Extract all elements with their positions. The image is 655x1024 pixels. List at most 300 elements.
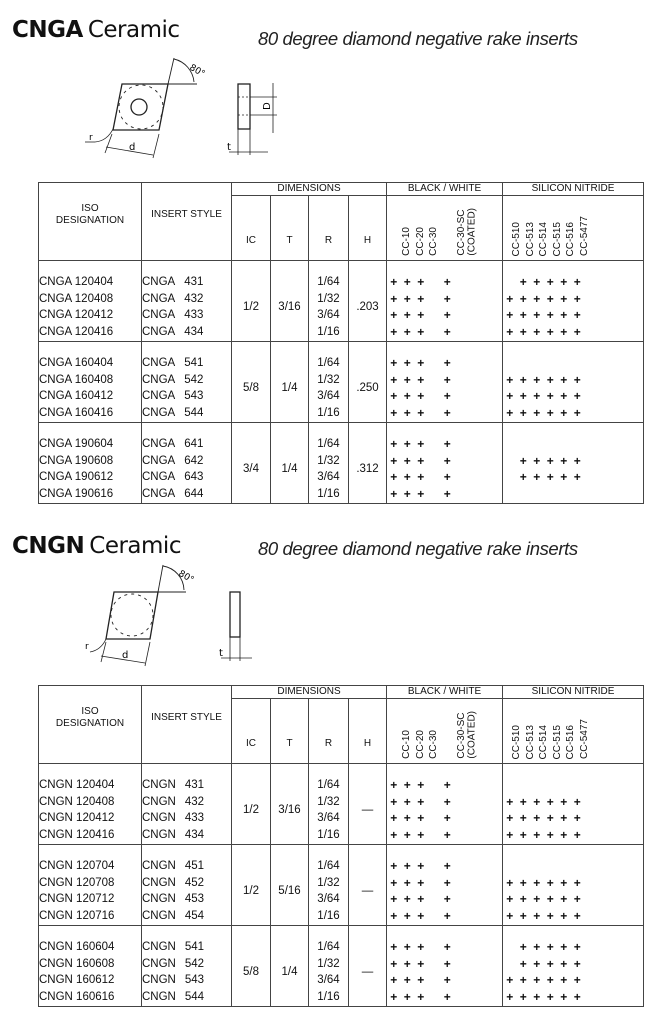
- grade-label: CC-20: [414, 730, 426, 759]
- available-mark: +: [506, 405, 514, 420]
- insert-style: [142, 274, 231, 291]
- t-cell: 3/16: [271, 261, 309, 342]
- insert-style: [142, 989, 231, 1006]
- sn-availability-cell: [503, 764, 644, 845]
- available-mark: +: [506, 908, 514, 923]
- radius-label: r: [89, 133, 93, 143]
- t-cell: 5/16: [271, 845, 309, 926]
- header-iso-line: ISO: [81, 202, 99, 214]
- available-mark: +: [506, 892, 514, 906]
- available-mark: +: [573, 291, 581, 306]
- bw-availability-row: [387, 810, 502, 827]
- style-number: 543: [184, 390, 204, 402]
- available-mark: +: [403, 940, 411, 954]
- ic-cell: 1/2: [232, 845, 271, 926]
- radius-cell: [309, 926, 349, 1007]
- iso-designation: CNGN 120404: [39, 779, 115, 791]
- available-mark: +: [506, 324, 514, 339]
- style-number: 644: [184, 487, 204, 500]
- sn-availability-row: [503, 436, 643, 453]
- sn-availability-row: [503, 274, 643, 291]
- available-mark: +: [506, 989, 514, 1004]
- h-cell: —: [349, 926, 387, 1007]
- radius-cell: [309, 423, 349, 504]
- available-mark: +: [533, 372, 541, 387]
- style-prefix: CNGN: [142, 974, 176, 986]
- bw-availability-row: [387, 989, 502, 1006]
- style-number: 643: [184, 471, 204, 483]
- iso-designation: CNGN 120412: [39, 812, 115, 824]
- header-iso-line: DESIGNATION: [55, 717, 125, 729]
- header-dim-col: IC: [232, 196, 271, 261]
- ic-cell: 1/2: [232, 261, 271, 342]
- available-mark: +: [560, 453, 568, 468]
- available-mark: +: [506, 308, 514, 322]
- insert-diagram-cnga: [85, 55, 300, 165]
- sn-availability-row: [503, 388, 643, 405]
- style-number: 454: [184, 909, 205, 922]
- available-mark: +: [560, 324, 568, 339]
- radius-value: 1/32: [317, 292, 340, 305]
- grade-label: CC-30: [428, 227, 440, 256]
- iso-designation: CNGN 120708: [39, 876, 115, 889]
- available-mark: +: [443, 275, 451, 289]
- grade-label: CC-510: [511, 724, 523, 759]
- available-mark: +: [403, 291, 411, 306]
- radius-cell: [309, 261, 349, 342]
- available-mark: +: [417, 405, 425, 420]
- sn-availability-row: [503, 372, 643, 389]
- header-dim-col: H: [349, 196, 387, 261]
- radius-value: 1/32: [317, 957, 340, 970]
- insert-style: [142, 469, 231, 486]
- available-mark: +: [443, 827, 451, 842]
- bw-availability-row: [387, 405, 502, 422]
- available-mark: +: [390, 437, 398, 451]
- grade-label: CC-20: [414, 227, 426, 256]
- available-mark: +: [390, 372, 398, 387]
- available-mark: +: [417, 308, 425, 322]
- available-mark: +: [573, 372, 581, 387]
- bw-availability-cell: [387, 423, 503, 504]
- header-dim-col: T: [271, 699, 309, 764]
- available-mark: +: [390, 794, 398, 809]
- bw-availability-row: [387, 307, 502, 324]
- available-mark: +: [506, 372, 514, 387]
- available-mark: +: [573, 453, 581, 468]
- style-number: 433: [184, 309, 204, 321]
- available-mark: +: [443, 356, 451, 370]
- sn-availability-row: [503, 972, 643, 989]
- bw-availability-row: [387, 972, 502, 989]
- available-mark: +: [560, 892, 568, 906]
- bw-grade-labels: [387, 699, 502, 763]
- grade-label: CC-515: [551, 724, 563, 759]
- insert-style: [142, 777, 231, 794]
- grade-label: CC-10: [401, 227, 413, 256]
- available-mark: +: [519, 908, 527, 923]
- style-prefix: CNGN: [142, 812, 176, 824]
- style-prefix: CNGA: [142, 406, 176, 419]
- available-mark: +: [546, 973, 554, 987]
- insert-style: [142, 291, 231, 308]
- sn-availability-row: [503, 405, 643, 422]
- available-mark: +: [403, 973, 411, 987]
- available-mark: +: [390, 291, 398, 306]
- available-mark: +: [533, 892, 541, 906]
- radius-cell: [309, 845, 349, 926]
- bw-availability-row: [387, 875, 502, 892]
- available-mark: +: [443, 453, 451, 468]
- available-mark: +: [417, 275, 425, 289]
- sn-availability-row: [503, 908, 643, 925]
- available-mark: +: [573, 811, 581, 825]
- grade-label: CC-513: [524, 221, 536, 256]
- available-mark: +: [546, 811, 554, 825]
- available-mark: +: [573, 956, 581, 971]
- available-mark: +: [417, 892, 425, 906]
- available-mark: +: [533, 940, 541, 954]
- bw-availability-cell: [387, 342, 503, 423]
- available-mark: +: [403, 794, 411, 809]
- available-mark: +: [560, 956, 568, 971]
- available-mark: +: [390, 308, 398, 322]
- insert-style: [142, 810, 231, 827]
- available-mark: +: [403, 389, 411, 403]
- radius-value: 1/64: [317, 860, 340, 872]
- available-mark: +: [519, 973, 527, 987]
- sn-availability-row: [503, 810, 643, 827]
- style-number: 542: [184, 957, 205, 970]
- available-mark: +: [403, 405, 411, 420]
- style-number: 544: [184, 406, 204, 419]
- available-mark: +: [519, 405, 527, 420]
- radius-value: 3/64: [317, 309, 340, 321]
- available-mark: +: [546, 908, 554, 923]
- style-number: 641: [184, 438, 204, 450]
- available-mark: +: [533, 989, 541, 1004]
- sn-availability-cell: [503, 845, 644, 926]
- grade-label-coated: [457, 711, 478, 759]
- radius-value: 1/32: [317, 373, 340, 386]
- grade-label: CC-10: [401, 730, 413, 759]
- available-mark: +: [443, 437, 451, 451]
- available-mark: +: [533, 470, 541, 484]
- available-mark: +: [403, 956, 411, 971]
- style-number: 544: [184, 990, 205, 1003]
- available-mark: +: [533, 275, 541, 289]
- available-mark: +: [560, 908, 568, 923]
- insert-style: [142, 324, 231, 341]
- bw-availability-row: [387, 858, 502, 875]
- table-row-group: [39, 926, 644, 1007]
- bw-availability-cell: [387, 261, 503, 342]
- available-mark: +: [443, 859, 451, 873]
- h-cell: .250: [349, 342, 387, 423]
- available-mark: +: [417, 875, 425, 890]
- style-number: 432: [184, 795, 205, 808]
- available-mark: +: [403, 275, 411, 289]
- style-prefix: CNGN: [142, 828, 176, 841]
- insert-style: [142, 388, 231, 405]
- available-mark: +: [573, 827, 581, 842]
- header-bw-grades: [387, 196, 503, 261]
- side-profile: [230, 592, 240, 637]
- section-title: [12, 17, 180, 43]
- section-subtitle: 80 degree diamond negative rake inserts: [258, 538, 578, 559]
- bw-availability-row: [387, 827, 502, 844]
- iso-designation-cell: [39, 261, 142, 342]
- available-mark: +: [403, 989, 411, 1004]
- sn-availability-row: [503, 453, 643, 470]
- radius-value: 3/64: [317, 471, 340, 483]
- radius-value: 1/16: [317, 909, 340, 922]
- available-mark: +: [443, 308, 451, 322]
- header-silicon-nitride: SILICON NITRIDE: [503, 183, 644, 196]
- available-mark: +: [417, 778, 425, 792]
- iso-designation: CNGA 190612: [39, 471, 114, 483]
- available-mark: +: [443, 973, 451, 987]
- header-black-white: BLACK / WHITE: [387, 183, 503, 196]
- title-code: CNGN: [12, 533, 85, 559]
- available-mark: +: [443, 778, 451, 792]
- available-mark: +: [533, 827, 541, 842]
- available-mark: +: [417, 356, 425, 370]
- available-mark: +: [573, 892, 581, 906]
- style-number: 433: [184, 812, 205, 824]
- grade-label: CC-515: [551, 221, 563, 256]
- title-material: Ceramic: [87, 17, 180, 43]
- style-number: 432: [184, 292, 204, 305]
- available-mark: +: [560, 794, 568, 809]
- style-prefix: CNGA: [142, 276, 176, 288]
- sn-availability-row: [503, 956, 643, 973]
- available-mark: +: [403, 372, 411, 387]
- insert-style: [142, 956, 231, 973]
- header-dim-col: R: [309, 196, 349, 261]
- available-mark: +: [560, 470, 568, 484]
- header-dim-col: H: [349, 699, 387, 764]
- t-label: t: [219, 648, 223, 659]
- available-mark: +: [417, 794, 425, 809]
- t-cell: 3/16: [271, 764, 309, 845]
- header-silicon-nitride: SILICON NITRIDE: [503, 686, 644, 699]
- iso-designation-cell: [39, 926, 142, 1007]
- style-prefix: CNGN: [142, 893, 176, 905]
- available-mark: +: [573, 389, 581, 403]
- header-dim-col: IC: [232, 699, 271, 764]
- header-dim-col: R: [309, 699, 349, 764]
- header-band-row: [39, 686, 644, 699]
- available-mark: +: [533, 956, 541, 971]
- available-mark: +: [519, 940, 527, 954]
- available-mark: +: [519, 989, 527, 1004]
- insert-style: [142, 794, 231, 811]
- available-mark: +: [390, 486, 398, 501]
- bw-availability-row: [387, 794, 502, 811]
- available-mark: +: [519, 794, 527, 809]
- available-mark: +: [560, 372, 568, 387]
- sn-availability-row: [503, 307, 643, 324]
- available-mark: +: [519, 372, 527, 387]
- sn-grade-labels: [503, 196, 643, 260]
- header-dimensions: DIMENSIONS: [232, 183, 387, 196]
- header-iso-line: ISO: [81, 705, 99, 717]
- insert-style-cell: [142, 423, 232, 504]
- h-cell: .203: [349, 261, 387, 342]
- available-mark: +: [573, 405, 581, 420]
- sn-availability-row: [503, 827, 643, 844]
- available-mark: +: [403, 827, 411, 842]
- available-mark: +: [417, 291, 425, 306]
- available-mark: +: [560, 989, 568, 1004]
- style-prefix: CNGN: [142, 909, 176, 922]
- available-mark: +: [417, 811, 425, 825]
- insert-style: [142, 875, 231, 892]
- radius-value: 3/64: [317, 893, 340, 905]
- available-mark: +: [506, 389, 514, 403]
- iso-designation: CNGA 160408: [39, 373, 114, 386]
- iso-designation: CNGN 120416: [39, 828, 115, 841]
- available-mark: +: [443, 486, 451, 501]
- sn-availability-row: [503, 355, 643, 372]
- available-mark: +: [533, 405, 541, 420]
- available-mark: +: [573, 794, 581, 809]
- sn-availability-cell: [503, 261, 644, 342]
- bw-availability-row: [387, 436, 502, 453]
- available-mark: +: [546, 940, 554, 954]
- sn-grade-labels: [503, 699, 643, 763]
- title-code: CNGA: [12, 17, 83, 43]
- available-mark: +: [443, 372, 451, 387]
- available-mark: +: [403, 811, 411, 825]
- available-mark: +: [390, 811, 398, 825]
- insert-style: [142, 436, 231, 453]
- iso-designation: CNGA 160412: [39, 390, 114, 402]
- sn-availability-row: [503, 324, 643, 341]
- style-number: 541: [184, 941, 205, 953]
- insert-style-cell: [142, 342, 232, 423]
- insert-style-cell: [142, 926, 232, 1007]
- available-mark: +: [560, 291, 568, 306]
- insert-style: [142, 891, 231, 908]
- iso-designation: CNGA 190608: [39, 454, 114, 467]
- section-subtitle: 80 degree diamond negative rake inserts: [258, 28, 578, 49]
- radius-value: 1/16: [317, 406, 340, 419]
- sn-availability-row: [503, 469, 643, 486]
- insert-style-cell: [142, 764, 232, 845]
- available-mark: +: [546, 989, 554, 1004]
- available-mark: +: [403, 859, 411, 873]
- grade-label: CC-514: [538, 221, 550, 256]
- style-prefix: CNGN: [142, 795, 176, 808]
- available-mark: +: [519, 827, 527, 842]
- available-mark: +: [573, 324, 581, 339]
- bw-availability-row: [387, 274, 502, 291]
- available-mark: +: [546, 405, 554, 420]
- available-mark: +: [533, 308, 541, 322]
- bw-availability-cell: [387, 845, 503, 926]
- available-mark: +: [443, 956, 451, 971]
- available-mark: +: [546, 453, 554, 468]
- style-number: 434: [184, 828, 205, 841]
- h-cell: —: [349, 764, 387, 845]
- insert-style: [142, 908, 231, 925]
- available-mark: +: [533, 811, 541, 825]
- bw-grade-labels: [387, 196, 502, 260]
- style-prefix: CNGA: [142, 454, 176, 467]
- available-mark: +: [533, 453, 541, 468]
- header-sn-grades: [503, 699, 644, 764]
- available-mark: +: [546, 794, 554, 809]
- available-mark: +: [390, 275, 398, 289]
- available-mark: +: [403, 356, 411, 370]
- available-mark: +: [417, 827, 425, 842]
- available-mark: +: [403, 308, 411, 322]
- radius-value: 3/64: [317, 812, 340, 824]
- available-mark: +: [560, 405, 568, 420]
- grade-label-coated: [457, 208, 478, 256]
- available-mark: +: [417, 859, 425, 873]
- available-mark: +: [443, 291, 451, 306]
- style-prefix: CNGN: [142, 941, 176, 953]
- available-mark: +: [417, 973, 425, 987]
- style-number: 451: [184, 860, 205, 872]
- sn-availability-row: [503, 989, 643, 1006]
- style-prefix: CNGA: [142, 292, 176, 305]
- radius-value: 3/64: [317, 390, 340, 402]
- bw-availability-row: [387, 291, 502, 308]
- header-insert-style: INSERT STYLE: [142, 686, 232, 764]
- t-cell: 1/4: [271, 423, 309, 504]
- available-mark: +: [443, 470, 451, 484]
- available-mark: +: [417, 437, 425, 451]
- header-band-row: [39, 183, 644, 196]
- available-mark: +: [390, 827, 398, 842]
- available-mark: +: [403, 470, 411, 484]
- radius-value: 1/64: [317, 779, 340, 791]
- insert-style: [142, 355, 231, 372]
- grade-label: CC-5477: [578, 718, 590, 759]
- radius-value: 1/32: [317, 876, 340, 889]
- center-hole: [131, 99, 147, 115]
- available-mark: +: [533, 973, 541, 987]
- available-mark: +: [403, 437, 411, 451]
- available-mark: +: [417, 372, 425, 387]
- available-mark: +: [443, 811, 451, 825]
- available-mark: +: [390, 940, 398, 954]
- available-mark: +: [390, 405, 398, 420]
- available-mark: +: [506, 291, 514, 306]
- radius-value: 1/64: [317, 438, 340, 450]
- available-mark: +: [403, 908, 411, 923]
- available-mark: +: [573, 275, 581, 289]
- sn-availability-row: [503, 939, 643, 956]
- radius-cell: [309, 342, 349, 423]
- style-prefix: CNGA: [142, 309, 176, 321]
- sn-availability-cell: [503, 342, 644, 423]
- style-number: 452: [184, 876, 205, 889]
- sn-availability-cell: [503, 423, 644, 504]
- available-mark: +: [443, 892, 451, 906]
- insert-style: [142, 372, 231, 389]
- iso-designation: CNGA 160416: [39, 406, 114, 419]
- available-mark: +: [546, 875, 554, 890]
- iso-designation: CNGA 120408: [39, 292, 114, 305]
- available-mark: +: [533, 324, 541, 339]
- radius-value: 1/64: [317, 357, 340, 369]
- radius-value: 1/16: [317, 325, 340, 338]
